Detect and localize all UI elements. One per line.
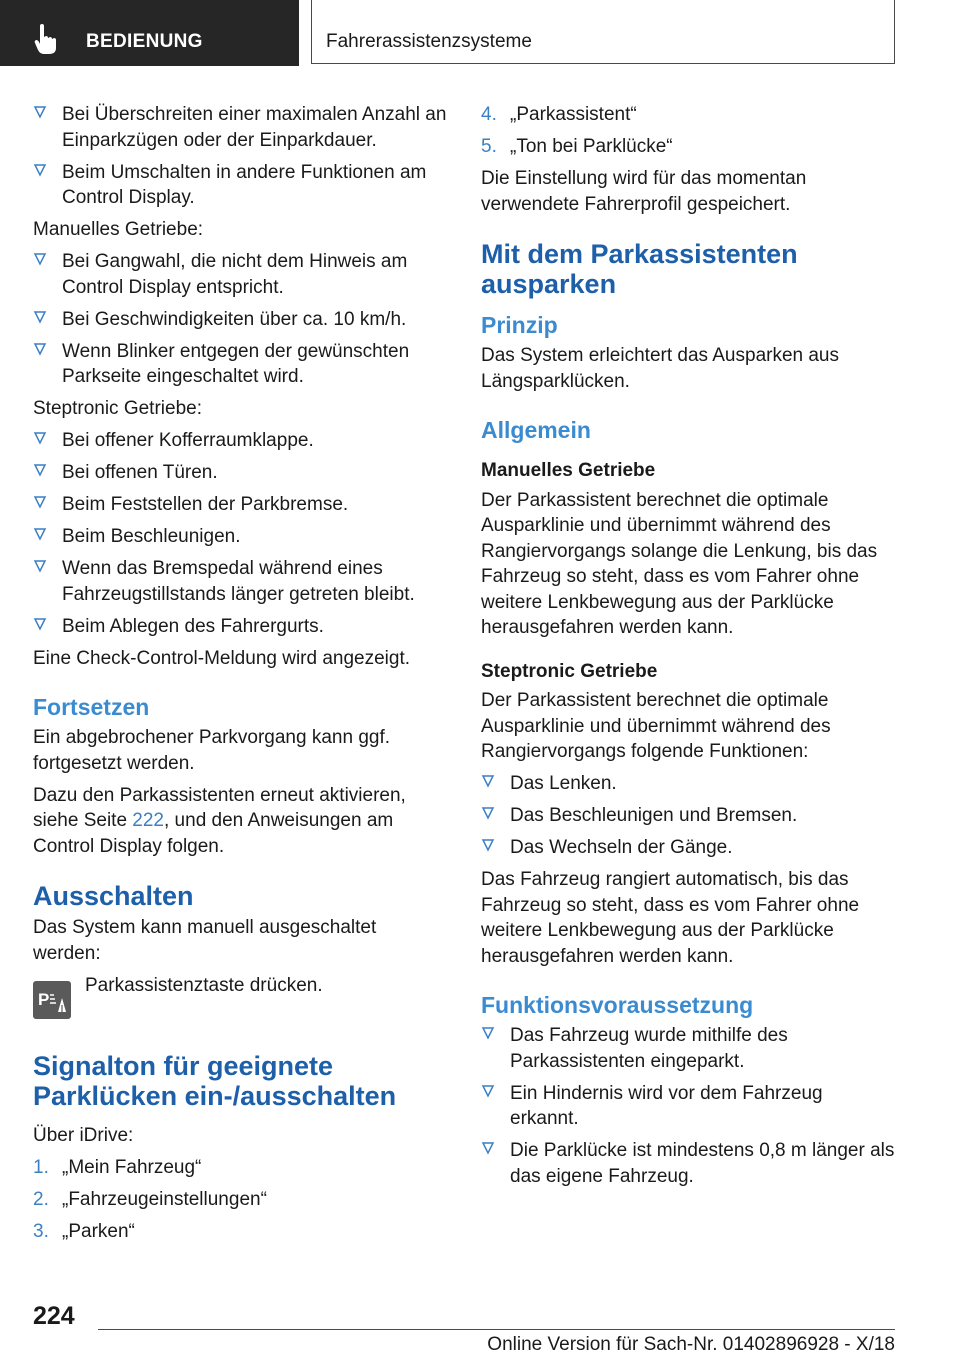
triangle-bullet-icon bbox=[33, 463, 47, 477]
fortsetzen-text: Ein abgebrochener Parkvorgang kann ggf. fortgesetzt werden. bbox=[33, 727, 391, 774]
page-header bbox=[0, 0, 960, 66]
list-item: Beim Ablegen des Fahrergurts. bbox=[33, 614, 449, 640]
auspark-heading: Mit dem Parkassistenten ausparken bbox=[481, 239, 798, 299]
bullet-list-functions bbox=[481, 771, 895, 861]
list-item: Bei Geschwindigkeiten über ca. 10 km/h. bbox=[33, 307, 449, 333]
list-item: Wenn Blinker entgegen der gewünschten Parkseite eingeschaltet wird. bbox=[33, 339, 449, 390]
list-item: 2. „Fahrzeugeinstellungen“ bbox=[33, 1188, 267, 1210]
profile-text: Die Einstellung wird für das momentan verwendete Fahrerprofil gespeichert. bbox=[481, 168, 807, 215]
park-assist-button-icon bbox=[33, 981, 71, 1019]
triangle-bullet-icon bbox=[33, 495, 47, 509]
funktion-heading: Funktionsvoraussetzung bbox=[481, 992, 754, 1018]
footer-text: Online Version für Sach-Nr. 01402896928 - X/18 bbox=[487, 1334, 895, 1355]
triangle-bullet-icon bbox=[33, 527, 47, 541]
list-item: 3. „Parken“ bbox=[33, 1220, 135, 1242]
list-item: Das Lenken. bbox=[481, 771, 895, 797]
triangle-bullet-icon bbox=[33, 617, 47, 631]
list-item: Bei Gangwahl, die nicht dem Hinweis am Control Display entspricht. bbox=[33, 249, 449, 300]
button-instruction: P Parkassistenztaste drücken. bbox=[33, 973, 449, 1029]
check-control-note: Eine Check-Control-Meldung wird angezeigt. bbox=[33, 647, 411, 669]
manual-gear-heading: Manuelles Getriebe bbox=[481, 460, 656, 481]
left-column bbox=[33, 102, 449, 1251]
signal-heading: Signalton für geeignete Parklücken ein-/ausschalten bbox=[33, 1050, 397, 1111]
manual-gear-label: Manuelles Getriebe: bbox=[33, 219, 204, 240]
list-item: Das Beschleunigen und Bremsen. bbox=[481, 803, 895, 829]
list-item: 1. „Mein Fahrzeug“ bbox=[33, 1156, 202, 1178]
triangle-bullet-icon bbox=[481, 1084, 495, 1098]
chapter-tab bbox=[311, 0, 895, 64]
triangle-bullet-icon bbox=[481, 838, 495, 852]
list-item: Das Wechseln der Gänge. bbox=[481, 835, 895, 861]
triangle-bullet-icon bbox=[33, 431, 47, 445]
list-item: Beim Feststellen der Parkbremse. bbox=[33, 492, 449, 518]
list-item: Ein Hindernis wird vor dem Fahrzeug erkannt. bbox=[481, 1081, 895, 1132]
auto-text: Das Fahrzeug rangiert automatisch, bis das Fahrzeug so steht, dass es vom Fahrer ohne weitere Lenkbewegung aus der Parklücke herausgefahren werden kann. bbox=[481, 869, 860, 967]
triangle-bullet-icon bbox=[481, 1026, 495, 1040]
steptronic-text: Der Parkassistent berechnet die optimale Ausparklinie und übernimmt während des Rangiervorgangs folgende Funktionen: bbox=[481, 690, 831, 762]
manual-gear-text: Der Parkassistent berechnet die optimale Ausparklinie und übernimmt während des Rangiervorgangs solange die Lenkung, bis das Fahrzeug so steht, dass es vom Fahrer ohne weitere Lenkbewegung aus der Parklücke herausgefahren werden kann. bbox=[481, 489, 878, 638]
fortsetzen-instruction: Dazu den Parkassistenten erneut aktivieren, siehe Seite 222, und den Anweisungen am Control Display folgen. bbox=[33, 784, 406, 857]
list-item: Bei Überschreiten einer maximalen Anzahl an Einparkzügen oder der Einparkdauer. bbox=[33, 102, 449, 153]
hand-pointer-icon bbox=[34, 24, 60, 54]
numbered-steps-right bbox=[481, 102, 895, 160]
fortsetzen-heading: Fortsetzen bbox=[33, 694, 150, 720]
list-item: Beim Beschleunigen. bbox=[33, 524, 449, 550]
triangle-bullet-icon bbox=[33, 105, 47, 119]
svg-text:P: P bbox=[38, 989, 50, 1009]
steptronic-heading: Steptronic Getriebe bbox=[481, 660, 658, 682]
prinzip-text: Das System erleichtert das Ausparken aus Längsparklücken. bbox=[481, 345, 840, 392]
list-item: Wenn das Bremspedal während eines Fahrzeugstillstands länger getreten bleibt. bbox=[33, 556, 449, 607]
list-item: 4. „Parkassistent“ bbox=[481, 104, 637, 125]
steptronic-label: Steptronic Getriebe: bbox=[33, 398, 202, 419]
bullet-list-abort bbox=[33, 102, 449, 211]
ausschalten-text: Das System kann manuell ausgeschaltet werden: bbox=[33, 917, 377, 964]
triangle-bullet-icon bbox=[481, 1141, 495, 1155]
numbered-steps-left bbox=[33, 1155, 449, 1245]
footer-divider bbox=[98, 1329, 895, 1330]
right-column bbox=[481, 102, 895, 1196]
list-item: Bei offener Kofferraumklappe. bbox=[33, 428, 449, 454]
bullet-list-manual bbox=[33, 249, 449, 390]
idrive-label: Über iDrive: bbox=[33, 1124, 134, 1146]
triangle-bullet-icon bbox=[33, 342, 47, 356]
triangle-bullet-icon bbox=[481, 806, 495, 820]
list-item: Beim Umschalten in andere Funktionen am Control Display. bbox=[33, 160, 449, 211]
triangle-bullet-icon bbox=[33, 559, 47, 573]
bullet-list-steptronic bbox=[33, 428, 449, 639]
triangle-bullet-icon bbox=[33, 252, 47, 266]
allgemein-heading: Allgemein bbox=[481, 417, 591, 443]
ausschalten-heading: Ausschalten bbox=[33, 881, 194, 911]
chapter-label: Fahrerassistenzsysteme bbox=[326, 31, 532, 52]
list-item: 5. „Ton bei Parklücke“ bbox=[481, 136, 673, 157]
list-item: Die Parklücke ist mindestens 0,8 m länger als das eigene Fahrzeug. bbox=[481, 1138, 895, 1189]
section-label: BEDIENUNG bbox=[86, 31, 203, 52]
triangle-bullet-icon bbox=[33, 310, 47, 324]
section-tab bbox=[0, 0, 299, 66]
triangle-bullet-icon bbox=[481, 774, 495, 788]
list-item: Das Fahrzeug wurde mithilfe des Parkassistenten eingeparkt. bbox=[481, 1023, 895, 1074]
bullet-list-requirements bbox=[481, 1023, 895, 1189]
triangle-bullet-icon bbox=[33, 163, 47, 177]
page-number: 224 bbox=[33, 1302, 75, 1330]
page-link-222[interactable]: 222 bbox=[132, 810, 164, 831]
list-item: Bei offenen Türen. bbox=[33, 460, 449, 486]
prinzip-heading: Prinzip bbox=[481, 312, 558, 338]
